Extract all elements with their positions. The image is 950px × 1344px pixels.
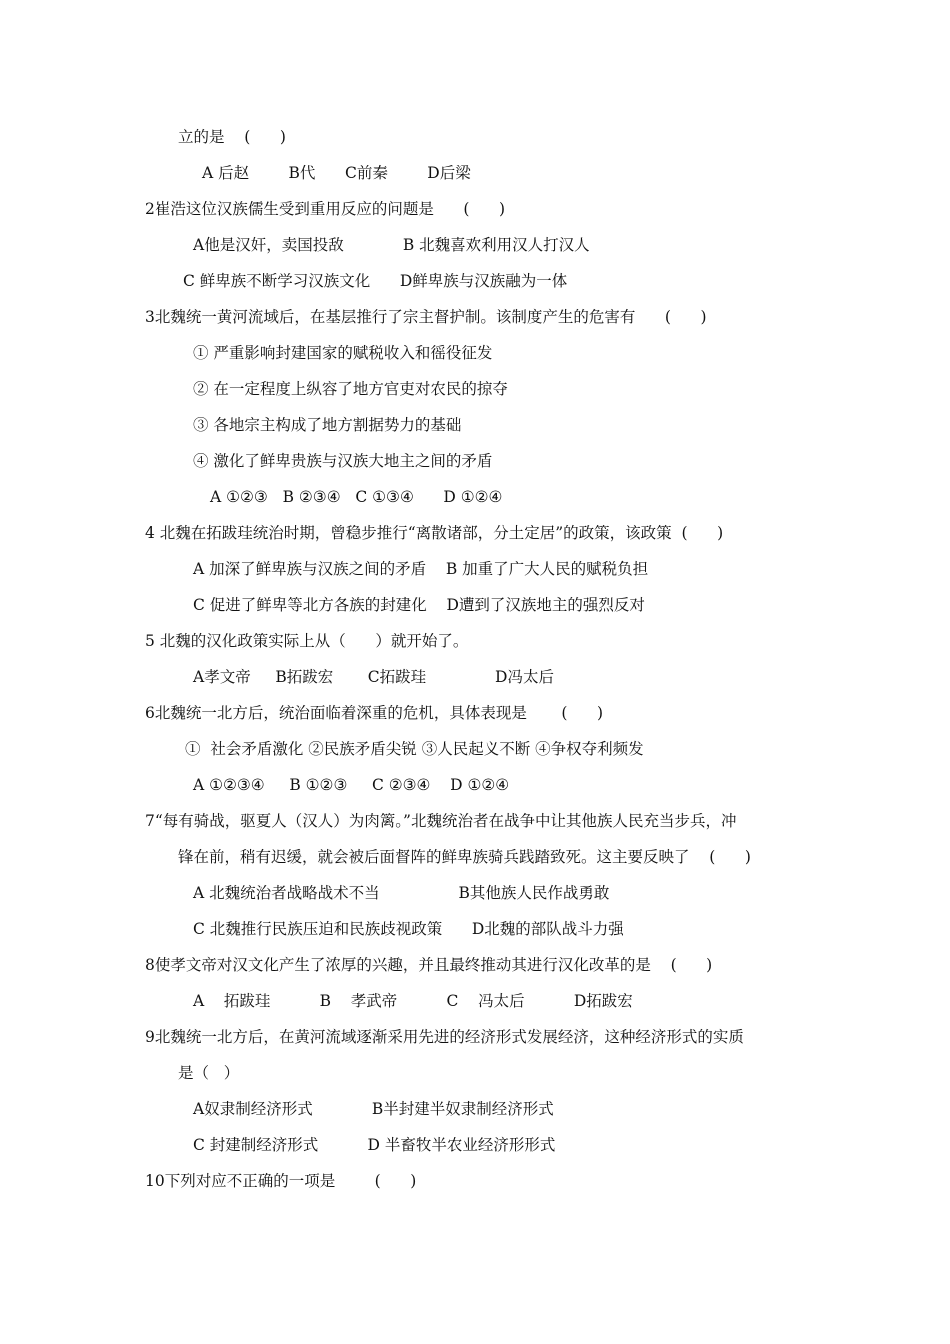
- question-3-item-1: ① 严重影响封建国家的赋税收入和徭役征发: [193, 344, 493, 362]
- question-5-options: A孝文帝 B拓跋宏 C拓跋珪 D冯太后: [193, 668, 554, 686]
- question-3-item-2: ② 在一定程度上纵容了地方官吏对农民的掠夺: [193, 380, 508, 398]
- question-7-stem: 7“每有骑战，驱夏人（汉人）为肉篱。”北魏统治者在战争中让其他族人民充当步兵，冲: [145, 812, 737, 830]
- question-1-options: A 后赵 B代 C前秦 D后梁: [202, 164, 471, 182]
- question-6-options: A ①②③④ B ①②③ C ②③④ D ①②④: [193, 776, 510, 794]
- question-8-stem: 8使孝文帝对汉文化产生了浓厚的兴趣，并且最终推动其进行汉化改革的是 ( ): [145, 956, 713, 974]
- question-9-stem-continuation: 是（ ）: [178, 1064, 240, 1082]
- question-6-items: ① 社会矛盾激化 ②民族矛盾尖锐 ③人民起义不断 ④争权夺利频发: [185, 740, 644, 758]
- question-3-stem: 3北魏统一黄河流域后，在基层推行了宗主督护制。该制度产生的危害有 ( ): [145, 308, 707, 326]
- question-4-options-cd: C 促进了鲜卑等北方各族的封建化 D遭到了汉族地主的强烈反对: [193, 596, 645, 614]
- question-9-options-cd: C 封建制经济形式 D 半畜牧半农业经济形形式: [193, 1136, 556, 1154]
- question-1-stem-continuation: 立的是 ( ): [178, 128, 286, 146]
- question-9-stem: 9北魏统一北方后，在黄河流域逐渐采用先进的经济形式发展经济，这种经济形式的实质: [145, 1028, 744, 1046]
- question-6-stem: 6北魏统一北方后，统治面临着深重的危机，具体表现是 ( ): [145, 704, 604, 722]
- question-2-stem: 2崔浩这位汉族儒生受到重用反应的问题是 ( ): [145, 200, 506, 218]
- question-2-options-cd: C 鲜卑族不断学习汉族文化 D鲜卑族与汉族融为一体: [183, 272, 568, 290]
- question-4-options-ab: A 加深了鲜卑族与汉族之间的矛盾 B 加重了广大人民的赋税负担: [193, 560, 649, 578]
- question-8-options: A 拓跋珪 B 孝武帝 C 冯太后 D拓跋宏: [193, 992, 633, 1010]
- question-7-options-cd: C 北魏推行民族压迫和民族歧视政策 D北魏的部队战斗力强: [193, 920, 624, 938]
- question-3-item-3: ③ 各地宗主构成了地方割据势力的基础: [193, 416, 462, 434]
- question-9-options-ab: A奴隶制经济形式 B半封建半奴隶制经济形式: [193, 1100, 554, 1118]
- question-7-stem-continuation: 锋在前，稍有迟缓，就会被后面督阵的鲜卑族骑兵践踏致死。这主要反映了 ( ): [178, 848, 751, 866]
- question-7-options-ab: A 北魏统治者战略战术不当 B其他族人民作战勇敢: [193, 884, 610, 902]
- question-2-options-ab: A他是汉奸，卖国投敌 B 北魏喜欢利用汉人打汉人: [193, 236, 590, 254]
- question-3-options: A ①②③ B ②③④ C ①③④ D ①②④: [210, 488, 503, 506]
- question-3-item-4: ④ 激化了鲜卑贵族与汉族大地主之间的矛盾: [193, 452, 493, 470]
- question-4-stem: 4 北魏在拓跋珪统治时期，曾稳步推行“离散诸部，分土定居”的政策，该政策 ( ): [145, 524, 724, 542]
- question-5-stem: 5 北魏的汉化政策实际上从（ ）就开始了。: [145, 632, 469, 650]
- question-10-stem: 10下列对应不正确的一项是 ( ): [145, 1172, 417, 1190]
